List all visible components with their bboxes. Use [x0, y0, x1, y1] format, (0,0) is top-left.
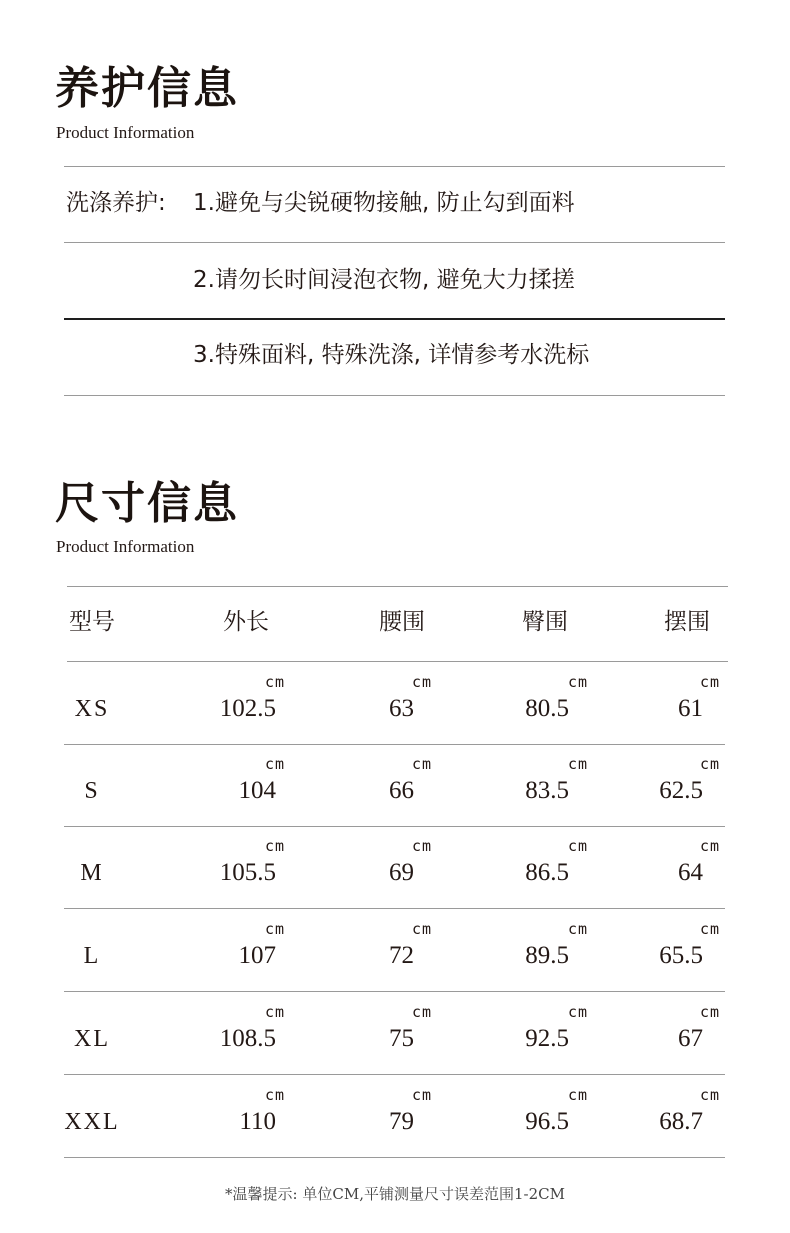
size-label: S [84, 778, 100, 804]
measurement-cell [334, 673, 433, 724]
measurement-cell [623, 1003, 721, 1054]
table-row [0, 826, 790, 908]
measurement-value: 110 [239, 1108, 276, 1135]
unit-label: cm [568, 1003, 589, 1021]
measurement-cell [489, 920, 589, 971]
divider [64, 395, 725, 396]
measurement-cell [489, 1086, 589, 1137]
size-label: XXL [64, 1109, 120, 1135]
divider [64, 166, 725, 167]
measurement-cell [334, 920, 433, 971]
unit-label: cm [700, 1003, 721, 1021]
measurement-value: 83.5 [525, 777, 569, 804]
measurement-cell [623, 1086, 721, 1137]
measurement-cell [623, 673, 721, 724]
measurement-value: 86.5 [525, 859, 569, 886]
unit-label: cm [265, 837, 286, 855]
size-label: XL [74, 1026, 110, 1052]
measurement-cell [489, 673, 589, 724]
measurement-value: 108.5 [219, 1025, 276, 1052]
unit-label: cm [265, 755, 286, 773]
care-title: 养护信息 [55, 63, 239, 114]
table-row [0, 992, 790, 1074]
measurement-value: 72 [389, 942, 414, 969]
measurement-value: 92.5 [525, 1025, 569, 1052]
unit-label: cm [568, 837, 589, 855]
measurement-cell [196, 837, 286, 888]
measurement-cell [196, 920, 286, 971]
measurement-cell [623, 837, 721, 888]
unit-label: cm [568, 920, 589, 938]
unit-label: cm [568, 755, 589, 773]
measurement-value: 64 [678, 859, 703, 886]
measurement-cell [489, 755, 589, 806]
unit-label: cm [412, 837, 433, 855]
header-waist: 腰围 [379, 609, 425, 635]
care-item-3: 3.特殊面料, 特殊洗涤, 详情参考水洗标 [193, 342, 590, 368]
unit-label: cm [412, 755, 433, 773]
measurement-cell [334, 837, 433, 888]
measurement-cell [623, 755, 721, 806]
measurement-value: 68.7 [659, 1108, 703, 1135]
care-subtitle: Product Information [56, 123, 195, 142]
measurement-value: 62.5 [659, 777, 703, 804]
measurement-value: 89.5 [525, 942, 569, 969]
measurement-value: 63 [389, 695, 414, 722]
header-length: 外长 [223, 609, 269, 635]
size-subtitle: Product Information [56, 537, 195, 556]
unit-label: cm [700, 920, 721, 938]
table-row [0, 909, 790, 991]
size-title: 尺寸信息 [55, 478, 239, 529]
unit-label: cm [412, 920, 433, 938]
measurement-value: 104 [238, 777, 276, 804]
measurement-value: 107 [238, 942, 276, 969]
divider [64, 318, 725, 320]
unit-label: cm [412, 673, 433, 691]
divider [64, 242, 725, 243]
unit-label: cm [700, 673, 721, 691]
unit-label: cm [700, 755, 721, 773]
measurement-cell [334, 755, 433, 806]
measurement-value: 102.5 [219, 695, 276, 722]
unit-label: cm [265, 1003, 286, 1021]
measurement-value: 75 [389, 1025, 414, 1052]
measurement-value: 80.5 [525, 695, 569, 722]
unit-label: cm [700, 1086, 721, 1104]
size-note: *温馨提示: 单位CM,平铺测量尺寸误差范围1-2CM [225, 1185, 565, 1203]
measurement-cell [196, 673, 286, 724]
size-label: L [83, 943, 101, 969]
measurement-value: 96.5 [525, 1108, 569, 1135]
measurement-value: 65.5 [659, 942, 703, 969]
measurement-cell [489, 1003, 589, 1054]
measurement-cell [489, 837, 589, 888]
unit-label: cm [568, 1086, 589, 1104]
size-label: XS [74, 696, 110, 722]
table-top-rule [67, 586, 728, 587]
unit-label: cm [568, 673, 589, 691]
unit-label: cm [412, 1086, 433, 1104]
care-item-1: 1.避免与尖锐硬物接触, 防止勾到面料 [193, 190, 575, 216]
measurement-value: 66 [389, 777, 414, 804]
measurement-cell [196, 1086, 286, 1137]
table-row [0, 662, 790, 744]
measurement-value: 61 [678, 695, 703, 722]
measurement-cell [334, 1003, 433, 1054]
care-item-2: 2.请勿长时间浸泡衣物, 避免大力揉搓 [193, 267, 575, 293]
care-label: 洗涤养护: [66, 190, 166, 216]
table-row [0, 1075, 790, 1157]
measurement-value: 67 [678, 1025, 703, 1052]
measurement-cell [196, 755, 286, 806]
header-model: 型号 [69, 609, 115, 635]
header-hip: 臀围 [522, 609, 568, 635]
measurement-cell [196, 1003, 286, 1054]
measurement-value: 69 [389, 859, 414, 886]
unit-label: cm [265, 673, 286, 691]
measurement-value: 79 [389, 1108, 414, 1135]
measurement-cell [623, 920, 721, 971]
unit-label: cm [265, 920, 286, 938]
measurement-cell [334, 1086, 433, 1137]
row-divider [64, 1157, 725, 1158]
unit-label: cm [700, 837, 721, 855]
measurement-value: 105.5 [219, 859, 276, 886]
unit-label: cm [265, 1086, 286, 1104]
header-hem: 摆围 [664, 609, 710, 635]
table-row [0, 744, 790, 826]
unit-label: cm [412, 1003, 433, 1021]
size-label: M [80, 860, 104, 886]
